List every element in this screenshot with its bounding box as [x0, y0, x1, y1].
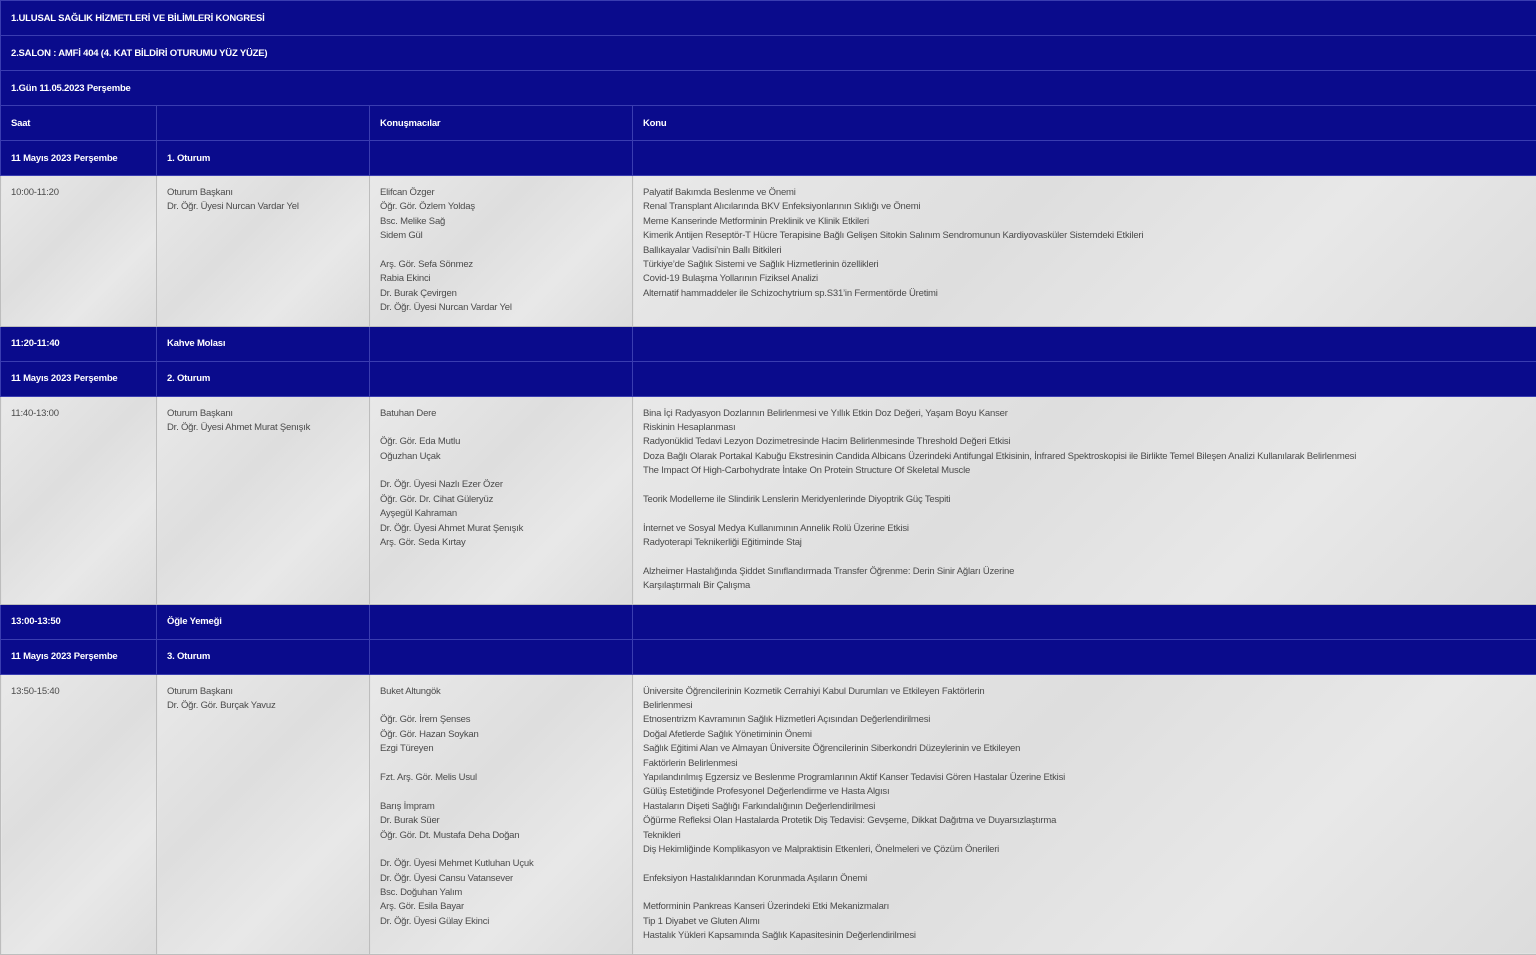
session-detail-row: [1, 674, 1536, 954]
spacer: [643, 507, 1526, 521]
session-speakers-empty: [370, 604, 633, 639]
chair-line: Dr. Öğr. Gör. Burçak Yavuz: [167, 699, 359, 713]
topic-title: Belirlenmesi: [643, 699, 1526, 713]
session-speakers-empty: [370, 141, 633, 176]
topic-title: Renal Transplant Alıcılarında BKV Enfeksiyonlarının Sıklığı ve Önemi: [643, 200, 1526, 214]
topics-list: [633, 396, 1536, 604]
congress-title-row: [1, 1, 1536, 36]
session-header-row: [1, 326, 1536, 361]
time-slot-label: 10:00-11:20: [11, 186, 146, 200]
spacer: [380, 244, 622, 258]
topic-title: Tip 1 Diyabet ve Gluten Alımı: [643, 915, 1526, 929]
speaker-name: Dr. Öğr. Üyesi Gülay Ekinci: [380, 915, 622, 929]
session-header-row: [1, 604, 1536, 639]
speaker-name: Dr. Öğr. Üyesi Mehmet Kutluhan Uçuk: [380, 857, 622, 871]
session-detail-row: [1, 176, 1536, 327]
speaker-name: Fzt. Arş. Gör. Melis Usul: [380, 771, 622, 785]
topic-title: Hastaların Dişeti Sağlığı Farkındalığının Değerlendirilmesi: [643, 800, 1526, 814]
topic-title: Türkiye’de Sağlık Sistemi ve Sağlık Hizmetlerinin özellikleri: [643, 258, 1526, 272]
day-row: [1, 71, 1536, 106]
session-name: 1. Oturum: [157, 141, 370, 176]
spacer: [380, 785, 622, 799]
session-topic-empty: [633, 604, 1536, 639]
spacer: [380, 421, 622, 435]
session-speakers-empty: [370, 326, 633, 361]
session-chair: [157, 396, 370, 604]
session-header-row: [1, 361, 1536, 396]
spacer: [643, 478, 1526, 492]
topics-list: [633, 674, 1536, 954]
chair-line: Dr. Öğr. Üyesi Ahmet Murat Şenışık: [167, 421, 359, 435]
header-time: Saat: [1, 106, 157, 141]
chair-line: Dr. Öğr. Üyesi Nurcan Vardar Yel: [167, 200, 359, 214]
speaker-name: Barış İmpram: [380, 800, 622, 814]
speaker-name: Öğr. Gör. Dr. Cihat Güleryüz: [380, 493, 622, 507]
speaker-name: Dr. Burak Çevirgen: [380, 287, 622, 301]
speaker-name: Arş. Gör. Sefa Sönmez: [380, 258, 622, 272]
session-name: 3. Oturum: [157, 639, 370, 674]
topic-title: Diş Hekimliğinde Komplikasyon ve Malpraktisin Etkenleri, Önelmeleri ve Çözüm Önerileri: [643, 843, 1526, 857]
salon-row: [1, 36, 1536, 71]
topic-title: Meme Kanserinde Metforminin Preklinik ve Klinik Etkileri: [643, 215, 1526, 229]
topic-title: Bina İçi Radyasyon Dozlarının Belirlenmesi ve Yıllık Etkin Doz Değeri, Yaşam Boyu Kanser: [643, 407, 1526, 421]
speaker-name: Öğr. Gör. Hazan Soykan: [380, 728, 622, 742]
topic-title: Öğürme Refleksi Olan Hastalarda Protetik Diş Tedavisi: Gevşeme, Dikkat Dağıtma ve Duyarsızlaştırma: [643, 814, 1526, 828]
speaker-name: Elifcan Özger: [380, 186, 622, 200]
speaker-name: Dr. Öğr. Üyesi Cansu Vatansever: [380, 872, 622, 886]
chair-line: Oturum Başkanı: [167, 685, 359, 699]
session-time: 11 Mayıs 2023 Perşembe: [1, 639, 157, 674]
speaker-name: Öğr. Gör. Eda Mutlu: [380, 435, 622, 449]
session-name: 2. Oturum: [157, 361, 370, 396]
topic-title: Covid-19 Bulaşma Yollarının Fiziksel Analizi: [643, 272, 1526, 286]
chair-line: Oturum Başkanı: [167, 186, 359, 200]
speaker-name: Bsc. Doğuhan Yalım: [380, 886, 622, 900]
topic-title: İnternet ve Sosyal Medya Kullanımının Annelik Rolü Üzerine Etkisi: [643, 522, 1526, 536]
topic-title: Üniversite Öğrencilerinin Kozmetik Cerrahiyi Kabul Durumları ve Etkileyen Faktörlerin: [643, 685, 1526, 699]
topic-title: Hastalık Yükleri Kapsamında Sağlık Kapasitesinin Değerlendirilmesi: [643, 929, 1526, 943]
topic-title: Gülüş Estetiğinde Profesyonel Değerlendirme ve Hasta Algısı: [643, 785, 1526, 799]
session-header-row: [1, 141, 1536, 176]
time-slot-label: 13:50-15:40: [11, 685, 146, 699]
speaker-name: Dr. Burak Süer: [380, 814, 622, 828]
session-topic-empty: [633, 326, 1536, 361]
topic-title: Sağlık Eğitimi Alan ve Almayan Üniversite Öğrencilerinin Siberkondri Düzeylerinin ve Etkileyen: [643, 742, 1526, 756]
header-session: [157, 106, 370, 141]
salon-title: 2.SALON : AMFİ 404 (4. KAT BİLDİRİ OTURUMU YÜZ YÜZE): [1, 36, 1536, 71]
topic-title: Karşılaştırmalı Bir Çalışma: [643, 579, 1526, 593]
topic-title: Kimerik Antijen Reseptör-T Hücre Terapisine Bağlı Gelişen Sitokin Salınım Sendromunun Kardiyovasküler Sistemdeki Etkileri: [643, 229, 1526, 243]
session-time: 11 Mayıs 2023 Perşembe: [1, 141, 157, 176]
topic-title: Etnosentrizm Kavramının Sağlık Hizmetleri Açısından Değerlendirilmesi: [643, 713, 1526, 727]
speaker-name: Buket Altungök: [380, 685, 622, 699]
session-chair: [157, 176, 370, 327]
speaker-name: Dr. Öğr. Üyesi Nurcan Vardar Yel: [380, 301, 622, 315]
speaker-name: Ezgi Türeyen: [380, 742, 622, 756]
speaker-name: Rabia Ekinci: [380, 272, 622, 286]
session-time: 13:00-13:50: [1, 604, 157, 639]
topic-title: Teknikleri: [643, 829, 1526, 843]
session-topic-empty: [633, 141, 1536, 176]
spacer: [380, 699, 622, 713]
topic-title: Radyoterapi Teknikerliği Eğitiminde Staj: [643, 536, 1526, 550]
session-header-row: [1, 639, 1536, 674]
topic-title: The Impact Of High-Carbohydrate İntake On Protein Structure Of Skeletal Muscle: [643, 464, 1526, 478]
speakers-list: [370, 176, 633, 327]
session-topic-empty: [633, 639, 1536, 674]
topic-title: Teorik Modelleme ile Slindirik Lenslerin Meridyenlerinde Diyoptrik Güç Tespiti: [643, 493, 1526, 507]
speaker-name: Batuhan Dere: [380, 407, 622, 421]
session-detail-row: [1, 396, 1536, 604]
speaker-name: Arş. Gör. Esila Bayar: [380, 900, 622, 914]
session-time: 11 Mayıs 2023 Perşembe: [1, 361, 157, 396]
speakers-list: [370, 396, 633, 604]
speaker-name: Öğr. Gör. Dt. Mustafa Deha Doğan: [380, 829, 622, 843]
session-name: Kahve Molası: [157, 326, 370, 361]
topic-title: Enfeksiyon Hastalıklarından Korunmada Aşıların Önemi: [643, 872, 1526, 886]
topic-title: Alzheimer Hastalığında Şiddet Sınıflandırmada Transfer Öğrenme: Derin Sinir Ağları Üzerine: [643, 565, 1526, 579]
speaker-name: Dr. Öğr. Üyesi Ahmet Murat Şenışık: [380, 522, 622, 536]
speaker-name: Oğuzhan Uçak: [380, 450, 622, 464]
spacer: [643, 886, 1526, 900]
time-slot: [1, 674, 157, 954]
speaker-name: Bsc. Melike Sağ: [380, 215, 622, 229]
spacer: [643, 857, 1526, 871]
time-slot: [1, 396, 157, 604]
day-title: 1.Gün 11.05.2023 Perşembe: [1, 71, 1536, 106]
speaker-name: Dr. Öğr. Üyesi Nazlı Ezer Özer: [380, 478, 622, 492]
topic-title: Ballıkayalar Vadisi’nin Ballı Bitkileri: [643, 244, 1526, 258]
speaker-name: Öğr. Gör. İrem Şenses: [380, 713, 622, 727]
speaker-name: Öğr. Gör. Özlem Yoldaş: [380, 200, 622, 214]
session-name: Öğle Yemeği: [157, 604, 370, 639]
speaker-name: Ayşegül Kahraman: [380, 507, 622, 521]
session-speakers-empty: [370, 361, 633, 396]
session-chair: [157, 674, 370, 954]
header-speakers: Konuşmacılar: [370, 106, 633, 141]
session-topic-empty: [633, 361, 1536, 396]
spacer: [380, 757, 622, 771]
session-speakers-empty: [370, 639, 633, 674]
spacer: [380, 843, 622, 857]
spacer: [643, 550, 1526, 564]
topic-title: Radyonüklid Tedavi Lezyon Dozimetresinde Hacim Belirlenmesinde Threshold Değeri Etkisi: [643, 435, 1526, 449]
time-slot: [1, 176, 157, 327]
spacer: [380, 464, 622, 478]
topic-title: Alternatif hammaddeler ile Schizochytrium sp.S31’in Fermentörde Üretimi: [643, 287, 1526, 301]
column-header-row: [1, 106, 1536, 141]
speaker-name: Arş. Gör. Seda Kırtay: [380, 536, 622, 550]
topic-title: Palyatif Bakımda Beslenme ve Önemi: [643, 186, 1526, 200]
header-topic: Konu: [633, 106, 1536, 141]
chair-line: Oturum Başkanı: [167, 407, 359, 421]
congress-title: 1.ULUSAL SAĞLIK HİZMETLERİ VE BİLİMLERİ KONGRESİ: [1, 1, 1536, 36]
speaker-name: Sidem Gül: [380, 229, 622, 243]
speakers-list: [370, 674, 633, 954]
topic-title: Metforminin Pankreas Kanseri Üzerindeki Etki Mekanizmaları: [643, 900, 1526, 914]
topic-title: Yapılandırılmış Egzersiz ve Beslenme Programlarının Aktif Kanser Tedavisi Gören Hastalar Üzerine Etkisi: [643, 771, 1526, 785]
time-slot-label: 11:40-13:00: [11, 407, 146, 421]
topics-list: [633, 176, 1536, 327]
topic-title: Doza Bağlı Olarak Portakal Kabuğu Ekstresinin Candida Albicans Üzerindeki Antifungal Etkisinin, İnfrared Spektroskopisi ile Birlikte Temel Bileşen Analizi Kullanılarak Belirlenmesi: [643, 450, 1526, 464]
topic-title: Doğal Afetlerde Sağlık Yönetiminin Önemi: [643, 728, 1526, 742]
session-time: 11:20-11:40: [1, 326, 157, 361]
topic-title: Faktörlerin Belirlenmesi: [643, 757, 1526, 771]
topic-title: Riskinin Hesaplanması: [643, 421, 1526, 435]
